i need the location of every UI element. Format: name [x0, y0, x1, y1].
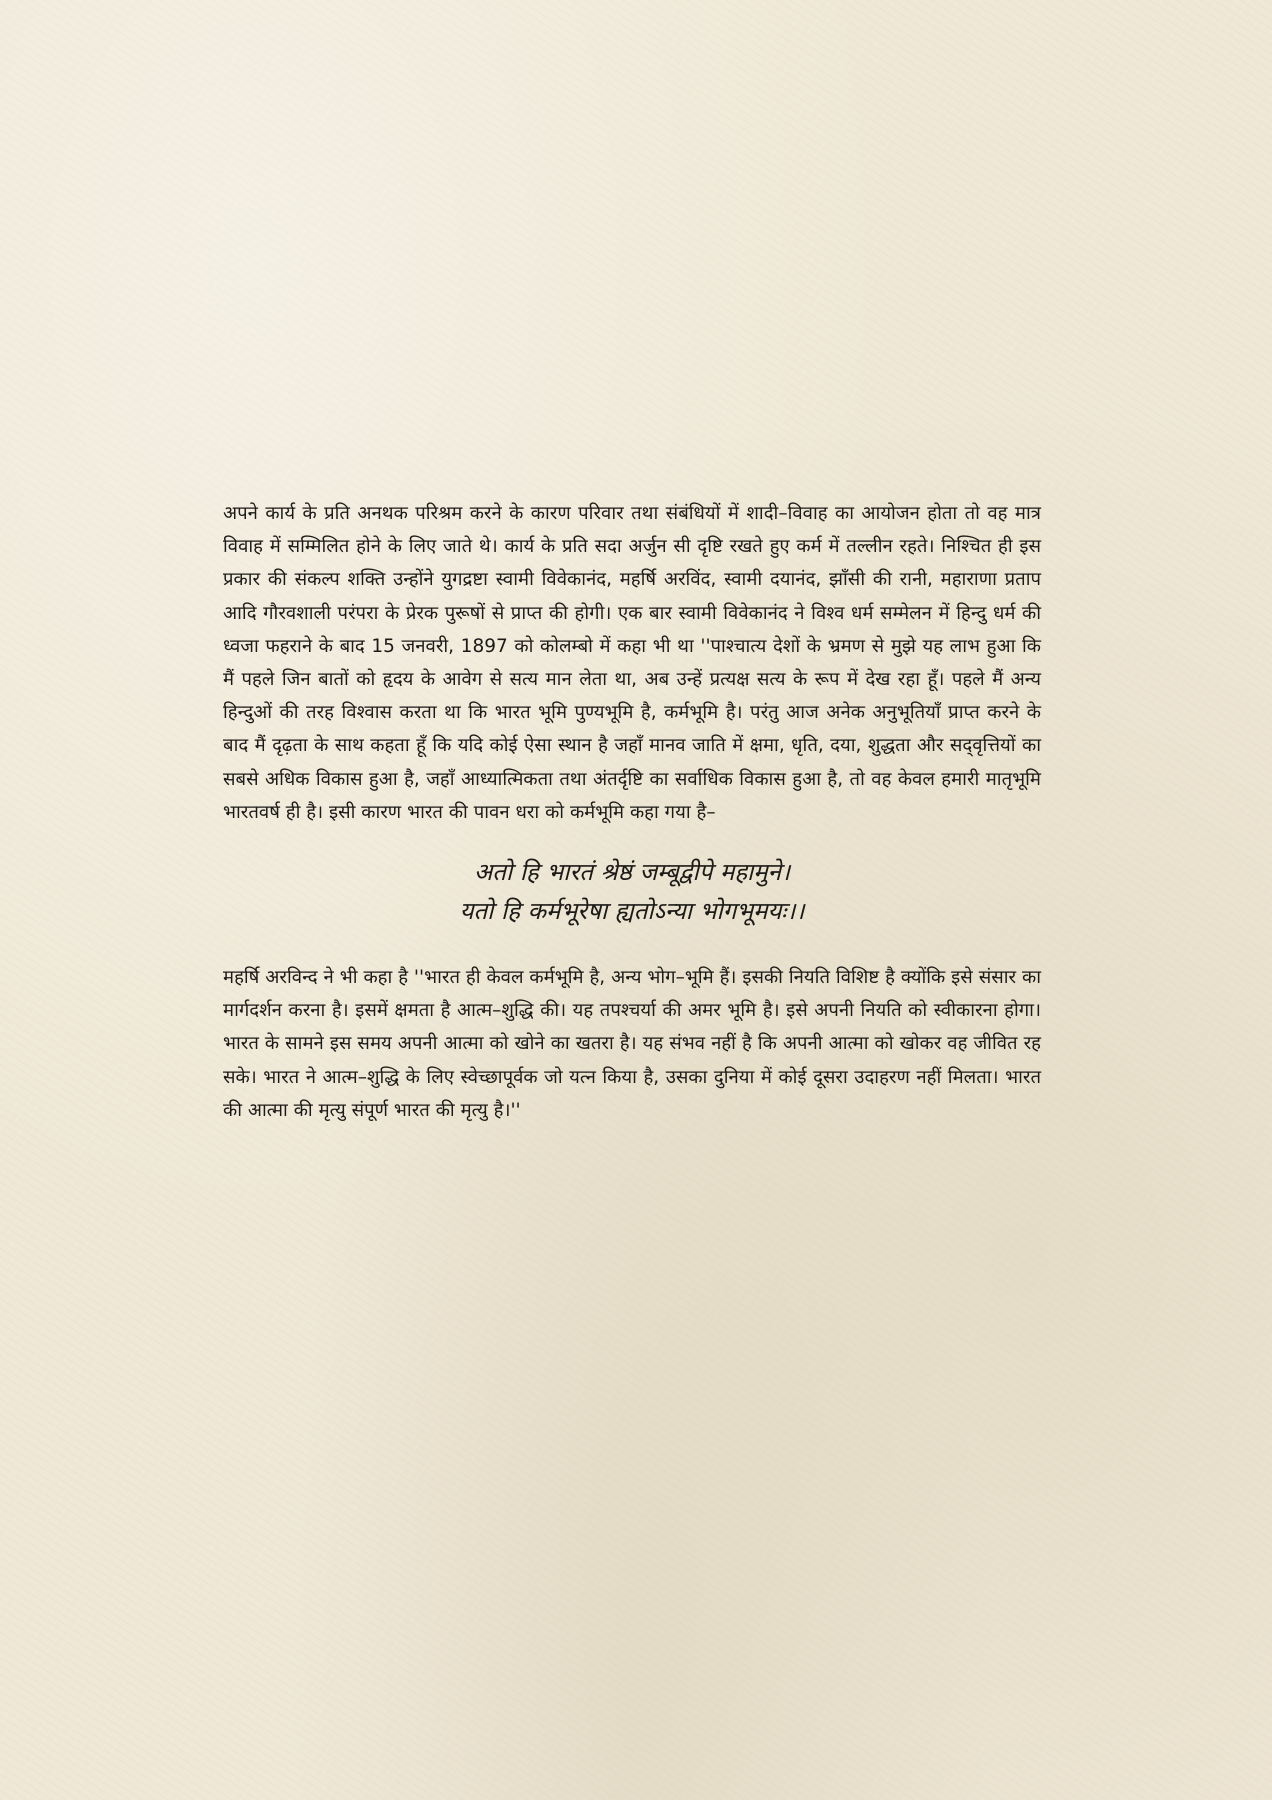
- paragraph-aurobindo-quote: महर्षि अरविन्द ने भी कहा है ''भारत ही केवल कर्मभूमि है, अन्य भोग–भूमि हैं। इसकी नियति विशिष्ट है क्योंकि इसे संसार का मार्गदर्शन करना है। इसमें क्षमता है आत्म–शुद्धि की। यह तपश्चर्या की अमर भूमि है। इसे अपनी नियति को स्वीकारना होगा। भारत के सामने इस समय अपनी आत्मा को खोने का खतरा है। यह संभव नहीं है कि अपनी आत्मा को खोकर वह जीवित रह सके। भारत ने आत्म–शुद्धि के लिए स्वेच्छापूर्वक जो यत्न किया है, उसका दुनिया में कोई दूसरा उदाहरण नहीं मिलता। भारत की आत्मा की मृत्यु संपूर्ण भारत की मृत्यु है।'': [223, 967, 1041, 1121]
- sanskrit-verse: [223, 853, 1041, 931]
- text-block: [223, 497, 1041, 1127]
- verse-line-1: अतो हि भारतं श्रेष्ठं जम्बूद्वीपे महामुने।: [473, 858, 791, 887]
- verse-line-2: यतो हि कर्मभूरेषा ह्यतोऽन्या भोगभूमयः।।: [459, 897, 805, 926]
- paragraph-vivekananda-quote: अपने कार्य के प्रति अनथक परिश्रम करने के कारण परिवार तथा संबंधियों में शादी–विवाह का आयोजन होता तो वह मात्र विवाह में सम्मिलित होने के लिए जाते थे। कार्य के प्रति सदा अर्जुन सी दृष्टि रखते हुए कर्म में तल्लीन रहते। निश्चित ही इस प्रकार की संकल्प शक्ति उन्होंने युगद्रष्टा स्वामी विवेकानंद, महर्षि अरविंद, स्वामी दयानंद, झाँसी की रानी, महाराणा प्रताप आदि गौरवशाली परंपरा के प्रेरक पुरूषों से प्राप्त की होगी। एक बार स्वामी विवेकानंद ने विश्व धर्म सम्मेलन में हिन्दु धर्म की ध्वजा फहराने के बाद 15 जनवरी, 1897 को कोलम्बो में कहा भी था ''पाश्चात्य देशों के भ्रमण से मुझे यह लाभ हुआ कि मैं पहले जिन बातों को हृदय के आवेग से सत्य मान लेता था, अब उन्हें प्रत्यक्ष सत्य के रूप में देख रहा हूँ। पहले मैं अन्य हिन्दुओं की तरह विश्वास करता था कि भारत भूमि पुण्यभूमि है, कर्मभूमि है। परंतु आज अनेक अनुभूतियाँ प्राप्त करने के बाद मैं दृढ़ता के साथ कहता हूँ कि यदि कोई ऐसा स्थान है जहाँ मानव जाति में क्षमा, धृति, दया, शुद्धता और सद्‌वृत्तियों का सबसे अधिक विकास हुआ है, जहाँ आध्यात्मिकता तथा अंतर्दृष्टि का सर्वाधिक विकास हुआ है, तो वह केवल हमारी मातृभूमि भारतवर्ष ही है। इसी कारण भारत की पावन धरा को कर्मभूमि कहा गया है–: [223, 503, 1041, 823]
